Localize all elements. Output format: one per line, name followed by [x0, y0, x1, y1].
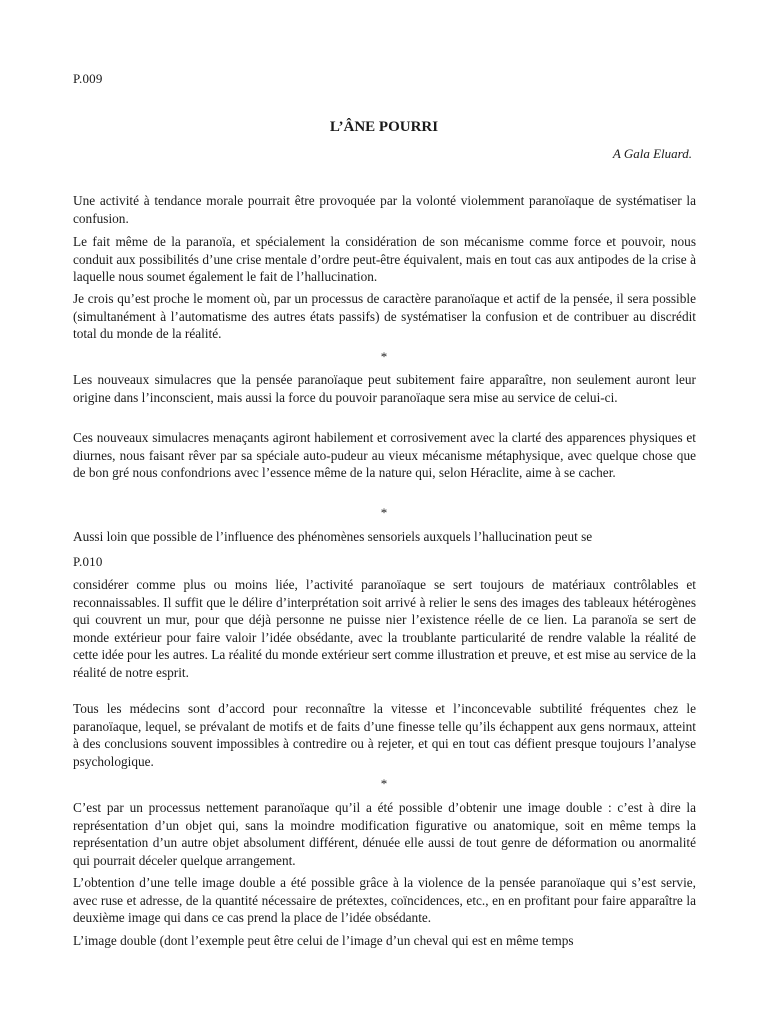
section-separator: * — [380, 349, 388, 364]
paragraph: Je crois qu’est proche le moment où, par un processus de caractère paranoïaque et actif de la pensée, il sera possible (simultanément à l’automatisme des autres états passifs) de systématiser la confusion et de contribuer au discrédit total du monde de la réalité. — [73, 291, 696, 341]
page-number: P.010 — [73, 554, 103, 569]
dedication: A Gala Eluard. — [612, 146, 692, 161]
paragraph: L’image double (dont l’exemple peut être celui de l’image d’un cheval qui est en même temps — [73, 933, 574, 948]
paragraph: Ces nouveaux simulacres menaçants agiront habilement et corrosivement avec la clarté des apparences physiques et diurnes, nous faisant rêver par sa spéciale auto-pudeur au vieux mécanisme métaphysique, avec quelque chose que de bon gré nous confondrions avec l’essence même de la nature qui, selon Héraclite, aime à se cacher. — [73, 430, 696, 480]
document-title: L’ÂNE POURRI — [329, 119, 439, 135]
paragraph: considérer comme plus ou moins liée, l’activité paranoïaque se sert toujours de matériaux contrôlables et reconnaissables. Il suffit que le délire d’interprétation soit arrivé à relier le sens des images des tableaux hétérogènes qui couvrent un mur, pour que déjà personne ne puisse nier l’existence réelle de ce lien. La paranoïa se sert de monde extérieur pour faire valoir l’idée obsédante, avec la troublante particularité de rendre valable la réalité de cette idée pour les autres. La réalité du monde extérieur sert comme illustration et preuve, et est mise au service de la réalité de notre esprit. — [73, 577, 696, 680]
page-number: P.009 — [73, 71, 103, 86]
paragraph: Les nouveaux simulacres que la pensée paranoïaque peut subitement faire apparaître, non seulement auront leur origine dans l’inconscient, mais aussi la force du pouvoir paranoïaque sera mise au service de celui-ci. — [73, 372, 696, 405]
section-separator: * — [380, 776, 388, 791]
paragraph: L’obtention d’une telle image double a été possible grâce à la violence de la pensée paranoïaque qui s’est servie, avec ruse et adresse, de la quantité nécessaire de prétextes, coïncidences, etc., en en profitant pour faire apparaître la deuxième image qui dans ce cas prend la place de l’idée obsédante. — [73, 875, 696, 925]
section-separator: * — [380, 505, 388, 520]
paragraph: Aussi loin que possible de l’influence des phénomènes sensoriels auxquels l’hallucination peut se — [73, 529, 593, 544]
paragraph: Une activité à tendance morale pourrait être provoquée par la volonté violemment paranoïaque de systématiser la confusion. — [73, 193, 696, 226]
paragraph: Le fait même de la paranoïa, et spécialement la considération de son mécanisme comme force et pouvoir, nous conduit aux possibilités d’une crise mentale d’ordre peut-être équivalent, mais en tout cas aux antipodes de la crise à laquelle nous soumet également le fait de l’hallucination. — [73, 234, 696, 284]
paragraph: Tous les médecins sont d’accord pour reconnaître la vitesse et l’inconcevable subtilité fréquentes chez le paranoïaque, lequel, se prévalant de motifs et de faits d’une finesse telle qu’ils échappent aux gens normaux, atteint à des conclusions souvent impossibles à contredire ou à rejeter, et qui en tout cas défient presque toujours l’analyse psychologique. — [73, 701, 696, 769]
paragraph: C’est par un processus nettement paranoïaque qu’il a été possible d’obtenir une image double : c’est à dire la représentation d’un objet qui, sans la moindre modification figurative ou anatomique, soit en même temps la représentation d’un autre objet absolument différent, dénuée elle aussi de tout genre de déformation ou anormalité qui pourrait déceler quelque arrangement. — [73, 800, 696, 868]
